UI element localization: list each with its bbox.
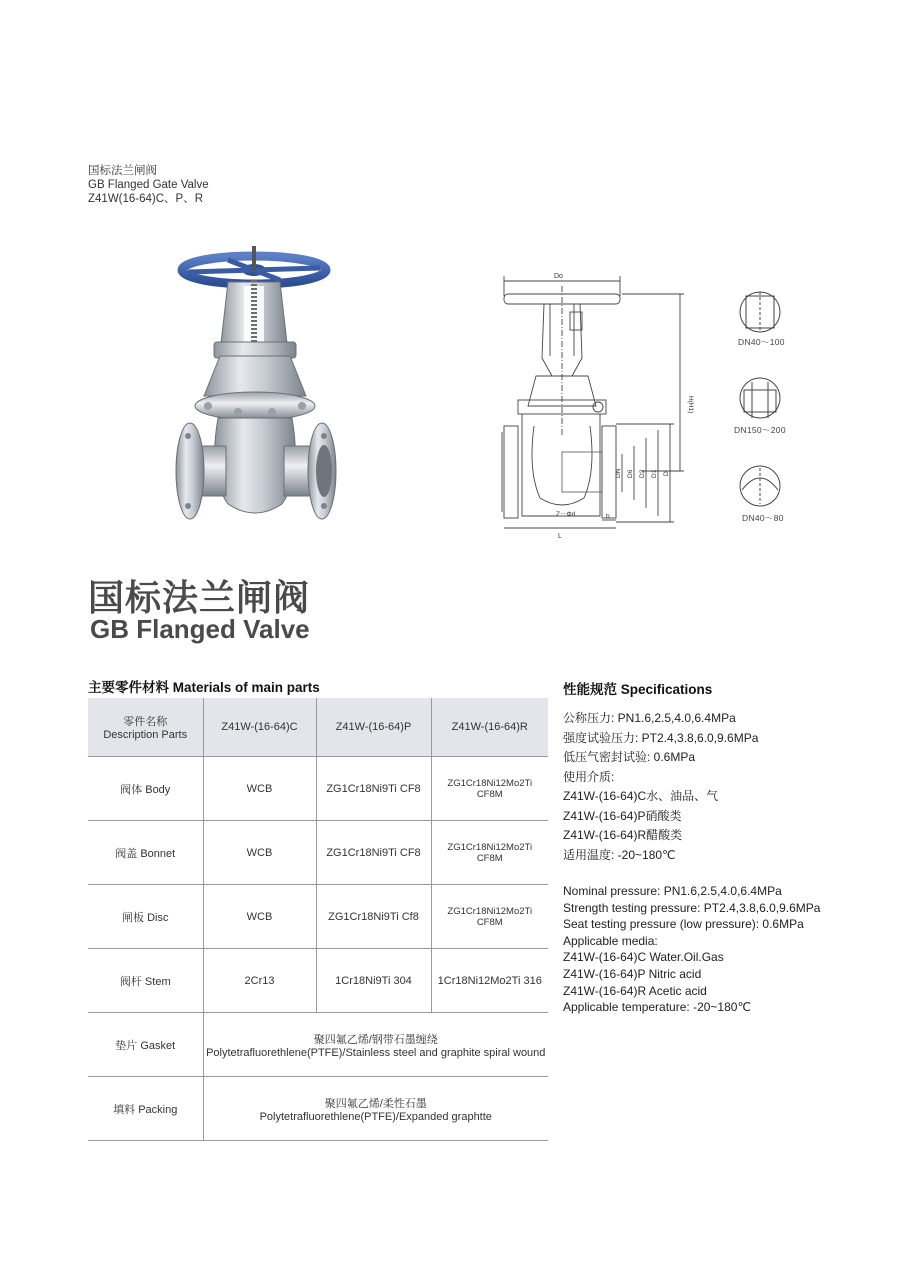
dim-d2-label: D2 — [639, 469, 646, 478]
dim-b-label: b — [606, 513, 610, 520]
big-title-cn: 国标法兰闸阀 — [88, 577, 311, 618]
header-title-en: GB Flanged Gate Valve — [88, 179, 209, 191]
specifications-title: 性能规范 Specifications — [563, 682, 713, 697]
spec-line: 公称压力: PN1.6,2.5,4.0,6.4MPa — [563, 711, 736, 725]
material-merged-en: Polytetrafluorethlene(PTFE)/Stainless steel and graphite spiral wound — [206, 1046, 546, 1059]
spec-line: Applicable media: — [563, 933, 658, 948]
materials-title: 主要零件材料 Materials of main parts — [88, 680, 320, 695]
spec-line: Z41W-(16-64)C水、油品、气 — [563, 789, 719, 803]
spec-line: Strength testing pressure: PT2.4,3.8,6.0,9.6MPa — [563, 900, 821, 915]
material-p: 1Cr18Ni9Ti 304 — [316, 949, 431, 1013]
part-name: 闸板 Disc — [88, 885, 203, 949]
material-merged-en: Polytetrafluorethlene(PTFE)/Expanded graphtte — [259, 1110, 492, 1123]
specifications-en — [563, 883, 908, 1016]
material-merged — [203, 1013, 548, 1077]
header-model: Z41W(16-64)C、P、R — [88, 193, 204, 205]
material-c: WCB — [203, 885, 316, 949]
header-col-p: Z41W-(16-64)P — [316, 698, 431, 757]
table-row — [88, 949, 548, 1013]
header-col-r: Z41W-(16-64)R — [431, 698, 548, 757]
material-merged — [203, 1077, 548, 1141]
spec-line: Seat testing pressure (low pressure): 0.6MPa — [563, 917, 804, 932]
material-r: ZG1Cr18Ni12Mo2Ti CF8M — [431, 757, 548, 821]
spec-line: 适用温度: -20~180℃ — [563, 847, 676, 862]
dim-do-label: Do — [554, 273, 563, 280]
material-r: ZG1Cr18Ni12Mo2Ti CF8M — [431, 821, 548, 885]
spec-line: 低压气密封试验: 0.6MPa — [563, 750, 696, 764]
spec-line: Applicable temperature: -20~180℃ — [563, 1000, 751, 1015]
part-name: 阀盖 Bonnet — [88, 821, 203, 885]
table-row — [88, 821, 548, 885]
material-r: ZG1Cr18Ni12Mo2Ti CF8M — [431, 885, 548, 949]
material-c: WCB — [203, 757, 316, 821]
table-row — [88, 757, 548, 821]
dim-d1-label: D1 — [651, 469, 658, 478]
specifications-cn — [563, 709, 903, 865]
table-row — [88, 1013, 548, 1077]
dim-l-label: L — [558, 533, 562, 540]
material-p: ZG1Cr18Ni9Ti Cf8 — [316, 885, 431, 949]
dim-dn-label: DN — [615, 468, 622, 478]
dim-d6-label: D6 — [627, 469, 634, 478]
header-parts-cell — [88, 698, 203, 757]
detail-label-2: DN150～200 — [734, 425, 786, 435]
header-parts-en: Description Parts — [103, 729, 188, 741]
dim-h-label: H(H1) — [687, 396, 694, 414]
material-p: ZG1Cr18Ni9Ti CF8 — [316, 821, 431, 885]
header-col-c: Z41W-(16-64)C — [203, 698, 316, 757]
material-c: WCB — [203, 821, 316, 885]
big-title-en: GB Flanged Valve — [90, 614, 310, 644]
part-name: 填料 Packing — [88, 1077, 203, 1141]
material-r: 1Cr18Ni12Mo2Ti 316 — [431, 949, 548, 1013]
dim-d-label: D — [663, 471, 670, 476]
dim-zd-label: Z－Φd — [556, 511, 576, 518]
material-c: 2Cr13 — [203, 949, 316, 1013]
header-parts-cn: 零件名称 — [123, 716, 168, 728]
header-title-cn: 国标法兰闸阀 — [88, 165, 157, 177]
spec-line: 强度试验压力: PT2.4,3.8,6.0,9.6MPa — [563, 730, 759, 745]
detail-label-1: DN40～100 — [738, 337, 785, 347]
seal-details — [730, 290, 800, 530]
spec-line: Z41W-(16-64)P硝酸类 — [563, 808, 682, 823]
table-header-row — [88, 698, 548, 757]
part-name: 垫片 Gasket — [88, 1013, 203, 1077]
spec-line: Nominal pressure: PN1.6,2.5,4.0,6.4MPa — [563, 884, 782, 898]
table-row — [88, 885, 548, 949]
part-name: 阀体 Body — [88, 757, 203, 821]
part-name: 阀杆 Stem — [88, 949, 203, 1013]
table-row — [88, 1077, 548, 1141]
valve-section-drawing — [492, 266, 692, 541]
spec-line: 使用介质: — [563, 769, 615, 784]
valve-photo — [168, 246, 348, 536]
material-p: ZG1Cr18Ni9Ti CF8 — [316, 757, 431, 821]
spec-line: Z41W-(16-64)P Nitric acid — [563, 966, 702, 981]
materials-table — [88, 698, 548, 1141]
spec-line: Z41W-(16-64)R Acetic acid — [563, 983, 707, 998]
material-merged-cn: 聚四氟乙烯/钢带石墨缠绕 — [313, 1033, 438, 1046]
detail-label-3: DN40～80 — [742, 513, 784, 523]
spec-line: Z41W-(16-64)R醋酸类 — [563, 828, 683, 842]
material-merged-cn: 聚四氟乙烯/柔性石墨 — [324, 1097, 427, 1110]
header-block — [88, 164, 209, 206]
spec-line: Z41W-(16-64)C Water.Oil.Gas — [563, 950, 724, 965]
